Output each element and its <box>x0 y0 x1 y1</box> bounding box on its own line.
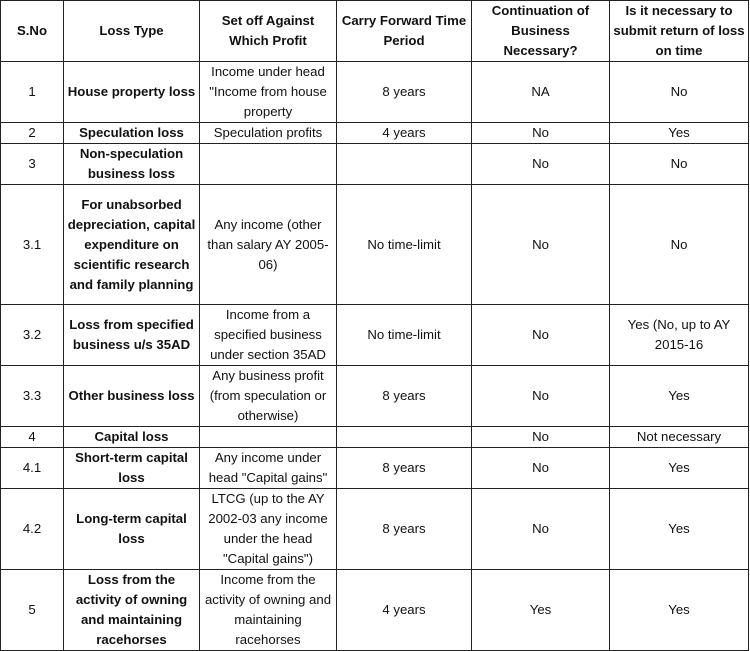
cell-return-on-time: No <box>610 62 749 123</box>
cell-loss-type: Other business loss <box>64 366 200 427</box>
cell-carry-forward: 8 years <box>337 448 472 489</box>
header-return-on-time: Is it necessary to submit return of loss on time <box>610 1 749 62</box>
cell-sno: 5 <box>1 570 64 651</box>
cell-set-off: LTCG (up to the AY 2002-03 any income under the head "Capital gains") <box>200 489 337 570</box>
cell-set-off: Any business profit (from speculation or otherwise) <box>200 366 337 427</box>
cell-continuation: No <box>472 427 610 448</box>
table-row <box>1 448 749 489</box>
header-loss-type: Loss Type <box>64 1 200 62</box>
cell-loss-type: Loss from the activity of owning and maintaining racehorses <box>64 570 200 651</box>
table-row <box>1 305 749 366</box>
cell-set-off <box>200 144 337 185</box>
table-row <box>1 366 749 427</box>
cell-set-off: Income under head "Income from house property <box>200 62 337 123</box>
cell-continuation: No <box>472 489 610 570</box>
table-row <box>1 185 749 305</box>
cell-loss-type: Speculation loss <box>64 123 200 144</box>
table-row <box>1 570 749 651</box>
cell-carry-forward <box>337 144 472 185</box>
cell-loss-type: Loss from specified business u/s 35AD <box>64 305 200 366</box>
cell-return-on-time: Yes (No, up to AY 2015-16 <box>610 305 749 366</box>
table-row <box>1 489 749 570</box>
cell-return-on-time: Yes <box>610 123 749 144</box>
cell-continuation: Yes <box>472 570 610 651</box>
cell-sno: 4 <box>1 427 64 448</box>
cell-loss-type: Capital loss <box>64 427 200 448</box>
cell-set-off <box>200 427 337 448</box>
cell-return-on-time: No <box>610 144 749 185</box>
header-set-off: Set off Against Which Profit <box>200 1 337 62</box>
table-row <box>1 144 749 185</box>
cell-set-off: Any income under head "Capital gains" <box>200 448 337 489</box>
cell-sno: 3.2 <box>1 305 64 366</box>
cell-return-on-time: Not necessary <box>610 427 749 448</box>
cell-return-on-time: Yes <box>610 570 749 651</box>
table-row <box>1 62 749 123</box>
cell-sno: 3.1 <box>1 185 64 305</box>
cell-loss-type: For unabsorbed depreciation, capital expenditure on scientific research and family planning <box>64 185 200 305</box>
cell-carry-forward: 4 years <box>337 123 472 144</box>
cell-loss-type: Long-term capital loss <box>64 489 200 570</box>
cell-carry-forward: 8 years <box>337 366 472 427</box>
cell-return-on-time: Yes <box>610 489 749 570</box>
cell-set-off: Any income (other than salary AY 2005-06) <box>200 185 337 305</box>
cell-continuation: No <box>472 366 610 427</box>
header-sno: S.No <box>1 1 64 62</box>
cell-continuation: No <box>472 305 610 366</box>
cell-sno: 1 <box>1 62 64 123</box>
cell-loss-type: Non-speculation business loss <box>64 144 200 185</box>
cell-continuation: No <box>472 448 610 489</box>
cell-return-on-time: Yes <box>610 366 749 427</box>
cell-sno: 4.2 <box>1 489 64 570</box>
cell-carry-forward: 8 years <box>337 489 472 570</box>
table-row <box>1 123 749 144</box>
cell-loss-type: Short-term capital loss <box>64 448 200 489</box>
header-continuation: Continuation of Business Necessary? <box>472 1 610 62</box>
cell-continuation: No <box>472 123 610 144</box>
cell-return-on-time: Yes <box>610 448 749 489</box>
cell-carry-forward: 8 years <box>337 62 472 123</box>
cell-continuation: NA <box>472 62 610 123</box>
cell-carry-forward: 4 years <box>337 570 472 651</box>
cell-carry-forward: No time-limit <box>337 185 472 305</box>
cell-sno: 2 <box>1 123 64 144</box>
table-row <box>1 427 749 448</box>
cell-carry-forward: No time-limit <box>337 305 472 366</box>
cell-continuation: No <box>472 185 610 305</box>
header-carry-forward: Carry Forward Time Period <box>337 1 472 62</box>
cell-set-off: Income from a specified business under section 35AD <box>200 305 337 366</box>
cell-set-off: Income from the activity of owning and maintaining racehorses <box>200 570 337 651</box>
cell-set-off: Speculation profits <box>200 123 337 144</box>
table-header-row <box>1 1 749 62</box>
cell-sno: 3.3 <box>1 366 64 427</box>
cell-return-on-time: No <box>610 185 749 305</box>
cell-continuation: No <box>472 144 610 185</box>
cell-sno: 4.1 <box>1 448 64 489</box>
cell-sno: 3 <box>1 144 64 185</box>
cell-carry-forward <box>337 427 472 448</box>
cell-loss-type: House property loss <box>64 62 200 123</box>
